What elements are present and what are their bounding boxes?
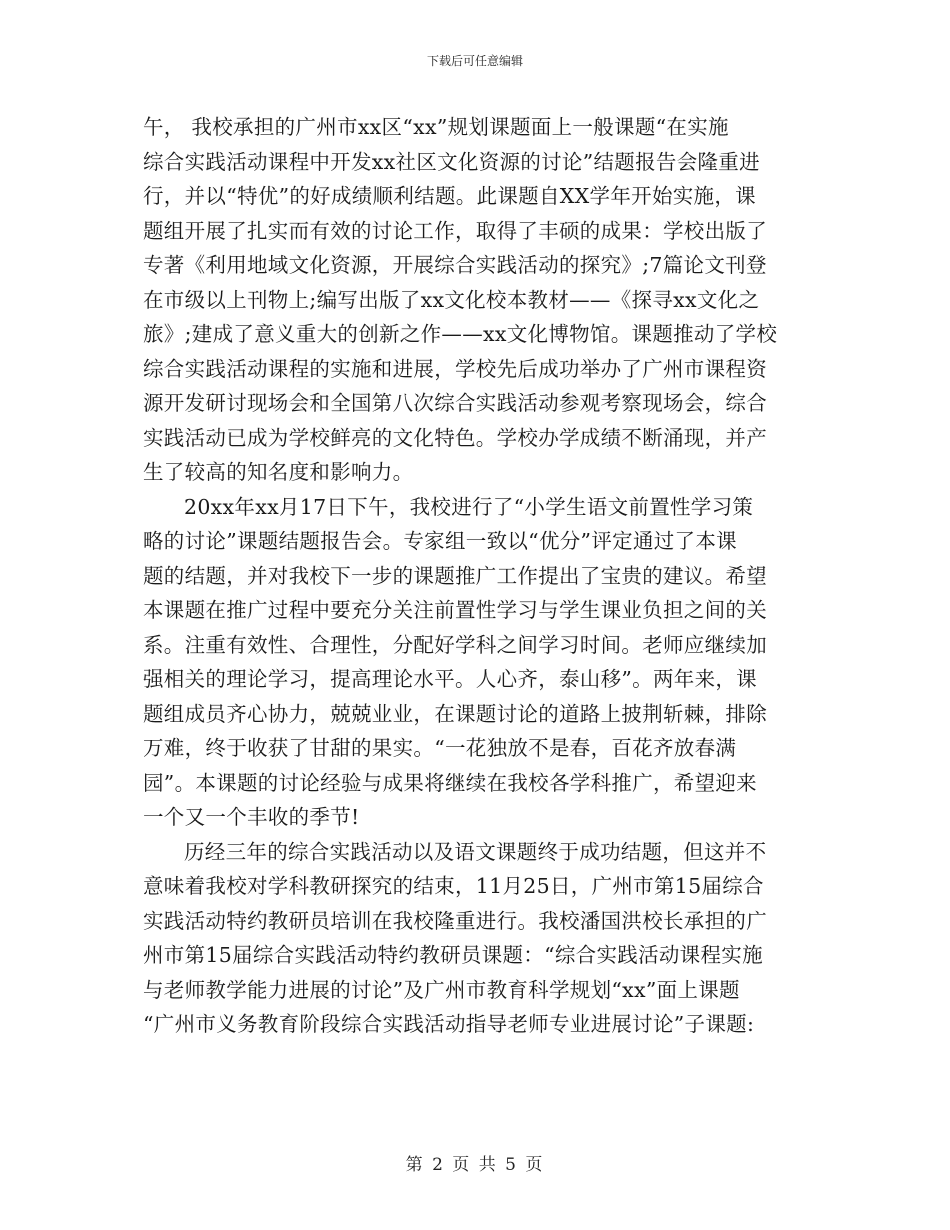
text-line: 综合实践活动课程的实施和进展，学校先后成功举办了广州市课程资 xyxy=(143,356,767,381)
text-line: 生了较高的知名度和影响力。 xyxy=(143,460,414,484)
text-line: 源开发研讨现场会和全国第八次综合实践活动参观考察现场会，综合 xyxy=(143,391,767,415)
text-line: 本课题在推广过程中要充分关注前置性学习与学生课业负担之间的关 xyxy=(143,598,767,622)
text-line: 一个又一个丰收的季节! xyxy=(143,805,360,829)
text-line: 历经三年的综合实践活动以及语文课题终于成功结题，但这并不 xyxy=(184,839,767,864)
text-line: 意味着我校对学科教研探究的结束，11月25日，广州市第15届综合 xyxy=(143,874,764,898)
text-line: 题的结题，并对我校下一步的课题推广工作提出了宝贵的建议。希望 xyxy=(143,563,767,588)
text-line: “广州市义务教育阶段综合实践活动指导老师专业进展讨论”子课题: xyxy=(143,1012,755,1036)
paragraph-1 xyxy=(143,110,809,490)
text-line: 州市第15届综合实践活动特约教研员课题：“综合实践活动课程实施 xyxy=(143,943,763,967)
text-line: 实践活动已成为学校鲜亮的文化特色。学校办学成绩不断涌现，并产 xyxy=(143,425,767,450)
text-line: 20xx年xx月17日下午，我校进行了“小学生语文前置性学习策 xyxy=(184,494,754,519)
text-line: 题组开展了扎实而有效的讨论工作，取得了丰硕的成果：学校出版了 xyxy=(143,218,767,243)
text-line: 行，并以“特优”的好成绩顺利结题。此课题自XX学年开始实施，课 xyxy=(143,184,756,208)
text-line: 强相关的理论学习，提高理论水平。人心齐，泰山移”。两年来，课 xyxy=(143,667,757,691)
text-line: 系。注重有效性、合理性，分配好学科之间学习时间。老师应继续加 xyxy=(143,632,767,657)
text-line: 略的讨论”课题结题报告会。专家组一致以“优分”评定通过了本课 xyxy=(143,529,737,553)
text-line: 万难，终于收获了甘甜的果实。“一花独放不是春，百花齐放春满 xyxy=(143,736,737,760)
text-line: 与老师教学能力进展的讨论”及广州市教育科学规划“xx”面上课题 xyxy=(143,977,740,1002)
text-line: 旅》;建成了意义重大的创新之作——xx文化博物馆。课题推动了学校 xyxy=(143,322,778,346)
text-line: 专著《利用地域文化资源，开展综合实践活动的探究》;7篇论文刊登 xyxy=(143,253,767,277)
text-line: 园”。本课题的讨论经验与成果将继续在我校各学科推广，希望迎来 xyxy=(143,770,757,795)
paragraph-2 xyxy=(143,490,809,835)
text-line: 午， 我校承担的广州市xx区“xx”规划课题面上一般课题“在实施 xyxy=(143,115,729,139)
paragraph-3 xyxy=(143,835,809,1042)
text-line: 综合实践活动课程中开发xx社区文化资源的讨论”结题报告会隆重进 xyxy=(143,149,760,174)
page-number: 第 2 页 共 5 页 xyxy=(405,1155,545,1175)
page-header: 下载后可任意编辑 xyxy=(426,54,523,68)
document-body xyxy=(143,110,809,1042)
text-line: 在市级以上刊物上;编写出版了xx文化校本教材——《探寻xx文化之 xyxy=(143,287,760,312)
text-line: 实践活动特约教研员培训在我校隆重进行。我校潘国洪校长承担的广 xyxy=(143,908,767,933)
text-line: 题组成员齐心协力，兢兢业业，在课题讨论的道路上披荆斩棘，排除 xyxy=(143,701,767,726)
